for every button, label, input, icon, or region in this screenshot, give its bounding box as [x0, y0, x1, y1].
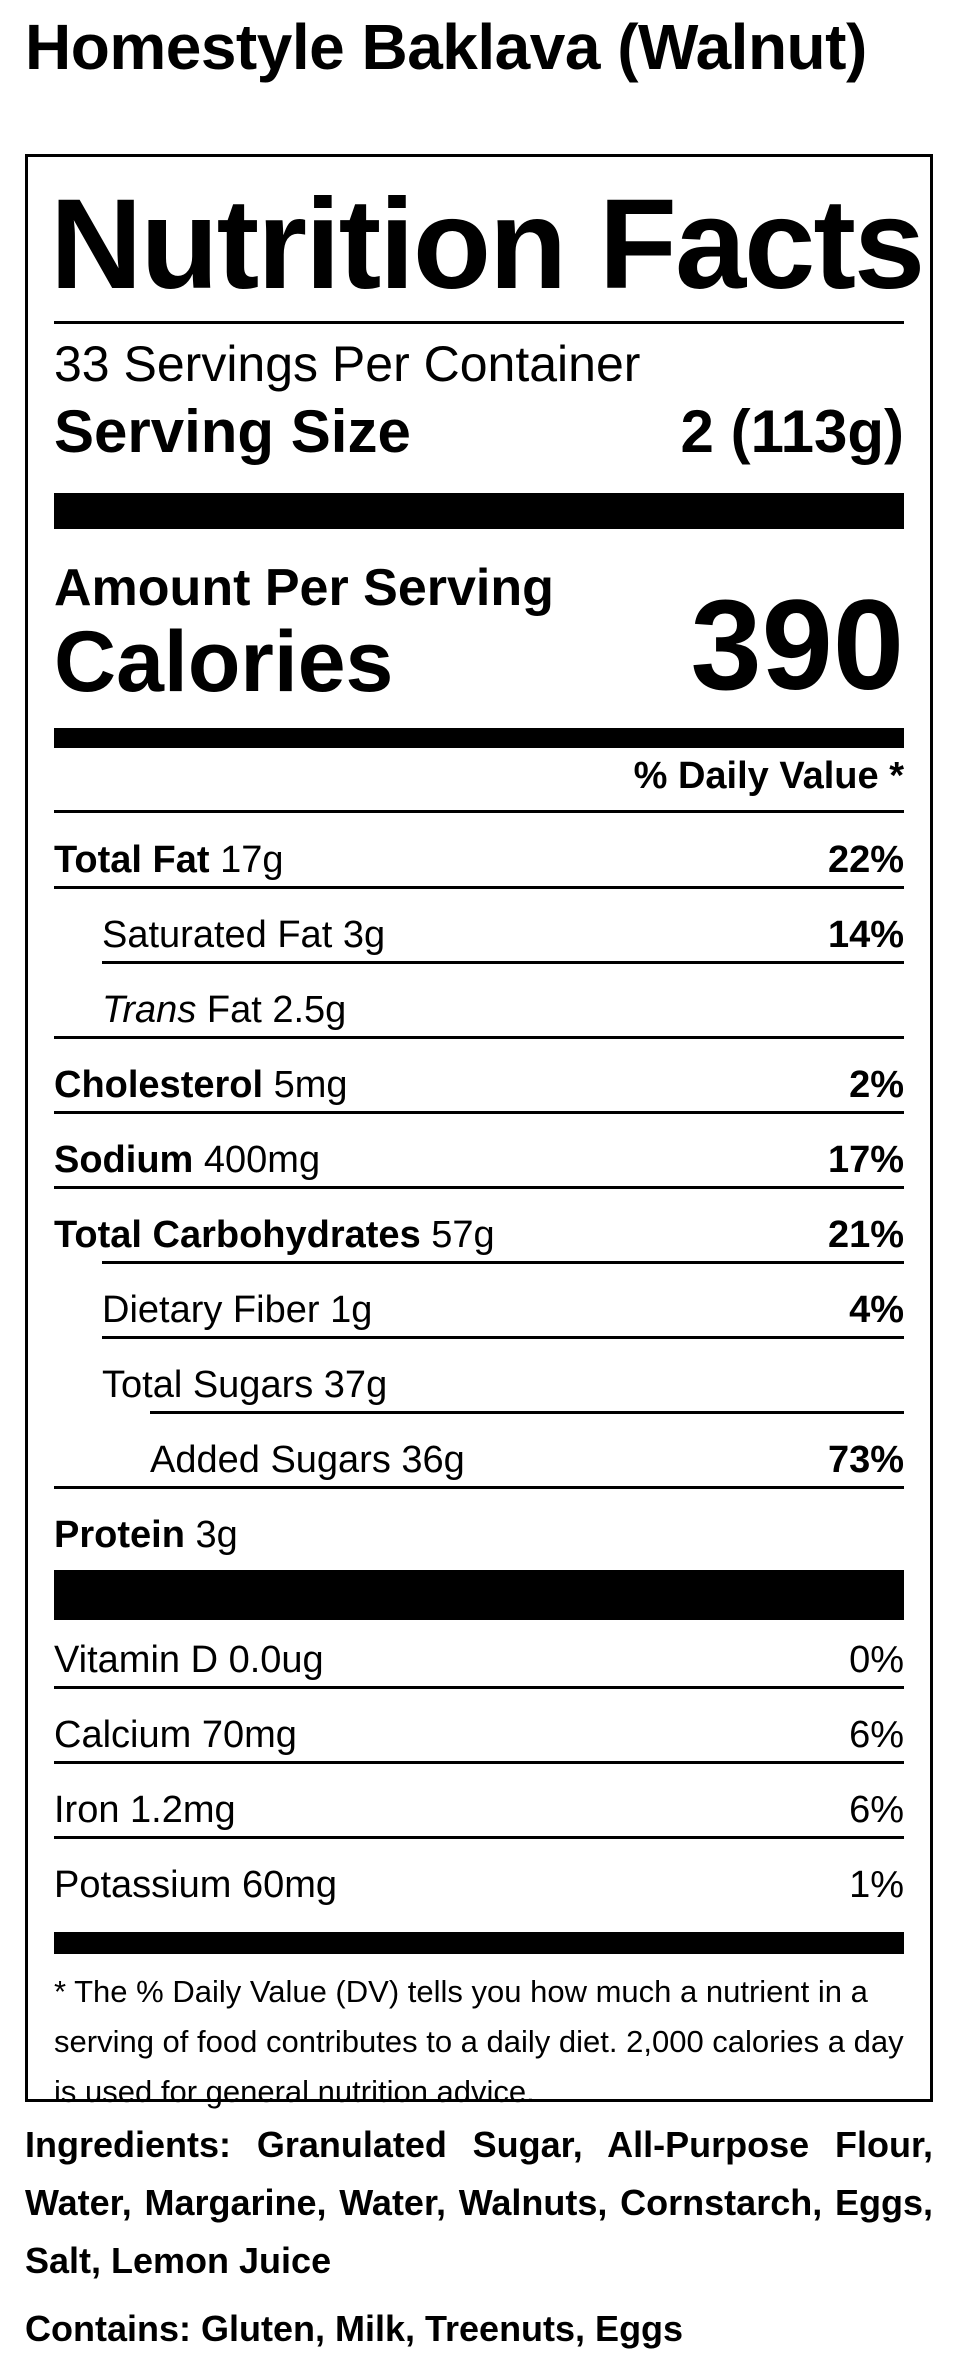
nutrient-name: Dietary Fiber [102, 1289, 320, 1331]
divider-thin [54, 1111, 904, 1114]
nutrient-daily-value: 14% [827, 914, 904, 956]
nutrient-row-added-sugars [54, 1432, 904, 1488]
calories-label: Calories [54, 614, 394, 710]
nutrient-row-total-carbohydrates [54, 1207, 904, 1263]
vitamin-daily-value: 1% [849, 1864, 904, 1906]
vitamin-name: Potassium [54, 1864, 232, 1906]
nutrient-row-cholesterol [54, 1057, 904, 1113]
serving-size-row [54, 398, 904, 465]
amount-per-serving: Amount Per Serving [54, 559, 554, 617]
product-title: Homestyle Baklava (Walnut) [25, 11, 867, 83]
nutrient-daily-value: 73% [827, 1439, 904, 1481]
vitamin-daily-value: 0% [849, 1639, 904, 1681]
daily-value-footnote: * The % Daily Value (DV) tells you how much a nutrient in a serving of food contributes to a daily diet. 2,000 calories a day is used for general nutrition advice. [54, 1974, 904, 2109]
divider-thin [54, 1486, 904, 1489]
serving-size-value: 2 (113g) [680, 398, 904, 465]
nutrient-amount: 3g [195, 1514, 238, 1556]
divider-thin [54, 1686, 904, 1689]
divider-thin [54, 886, 904, 889]
nutrient-amount: 36g [401, 1439, 465, 1481]
divider-medium [54, 728, 904, 748]
divider-thin [150, 1411, 904, 1414]
nutrient-row-saturated-fat [54, 907, 904, 963]
nutrient-name: Trans [102, 989, 197, 1031]
vitamin-amount: 1.2mg [130, 1789, 236, 1831]
vitamin-row-calcium [54, 1707, 904, 1763]
nutrient-amount: 37g [323, 1364, 388, 1406]
vitamin-row-iron [54, 1782, 904, 1838]
nutrient-amount: 5mg [273, 1064, 348, 1106]
divider-thick [54, 493, 904, 529]
nutrient-amount: 400mg [203, 1139, 321, 1181]
divider-thin [54, 1186, 904, 1189]
nutrient-row-protein [54, 1507, 904, 1563]
nutrient-name: Protein [54, 1514, 185, 1556]
vitamin-name: Calcium [54, 1714, 192, 1756]
divider-thick [54, 1570, 904, 1620]
nutrient-name: Total Sugars [102, 1364, 314, 1406]
vitamin-daily-value: 6% [849, 1789, 904, 1831]
ingredients-list: Ingredients: Granulated Sugar, All-Purpose Flour, Water, Margarine, Water, Walnuts, Cornstarch, Eggs, Salt, Lemon Juice [25, 2124, 933, 2281]
nutrient-name: Added Sugars [150, 1439, 391, 1481]
divider-medium [54, 1932, 904, 1954]
nutrient-name: Saturated Fat [102, 914, 333, 956]
nutrition-facts-label [25, 154, 933, 2109]
vitamin-amount: 0.0ug [228, 1639, 324, 1681]
vitamin-amount: 70mg [201, 1714, 297, 1756]
calories-value: 390 [690, 574, 904, 717]
divider-thin [102, 961, 904, 964]
nutrient-amount: 2.5g [272, 989, 347, 1031]
nutrient-amount: 57g [431, 1214, 495, 1256]
nutrition-facts-heading: Nutrition Facts [50, 173, 924, 316]
nutrient-name-suffix: Fat [206, 989, 262, 1031]
nutrient-row-total-fat [54, 832, 904, 888]
divider-thin [54, 1761, 904, 1764]
nutrient-row-sodium [54, 1132, 904, 1188]
nutrient-row-trans-fat [54, 982, 904, 1038]
daily-value-header: % Daily Value * [633, 755, 904, 797]
nutrient-amount: 3g [342, 914, 386, 956]
nutrient-daily-value: 2% [849, 1064, 904, 1106]
vitamin-name: Iron [54, 1789, 120, 1831]
nutrient-name: Cholesterol [54, 1064, 264, 1106]
serving-size-label: Serving Size [54, 398, 411, 465]
nutrient-daily-value: 4% [849, 1289, 904, 1331]
divider-thin [54, 1836, 904, 1839]
nutrient-amount: 17g [220, 839, 284, 881]
nutrient-amount: 1g [330, 1289, 373, 1331]
divider-thin [54, 321, 904, 324]
vitamin-row-vitamin-d [54, 1632, 904, 1688]
nutrient-row-total-sugars [54, 1357, 904, 1413]
nutrient-daily-value: 22% [827, 839, 904, 881]
servings-per-container: 33 Servings Per Container [54, 336, 641, 392]
nutrient-name: Sodium [54, 1139, 194, 1181]
nutrient-daily-value: 17% [827, 1139, 904, 1181]
divider-thin [102, 1261, 904, 1264]
nutrient-daily-value: 21% [827, 1214, 904, 1256]
nutrient-row-dietary-fiber [54, 1282, 904, 1338]
vitamin-row-potassium [54, 1857, 904, 1913]
nutrient-name: Total Fat [54, 839, 210, 881]
nutrient-name: Total Carbohydrates [54, 1214, 421, 1256]
divider-thin [102, 1336, 904, 1339]
vitamin-name: Vitamin D [54, 1639, 219, 1681]
vitamin-amount: 60mg [241, 1864, 338, 1906]
divider-thin [54, 810, 904, 813]
vitamin-daily-value: 6% [849, 1714, 904, 1756]
divider-thin [54, 1036, 904, 1039]
allergen-statement: Contains: Gluten, Milk, Treenuts, Eggs [25, 2308, 684, 2349]
